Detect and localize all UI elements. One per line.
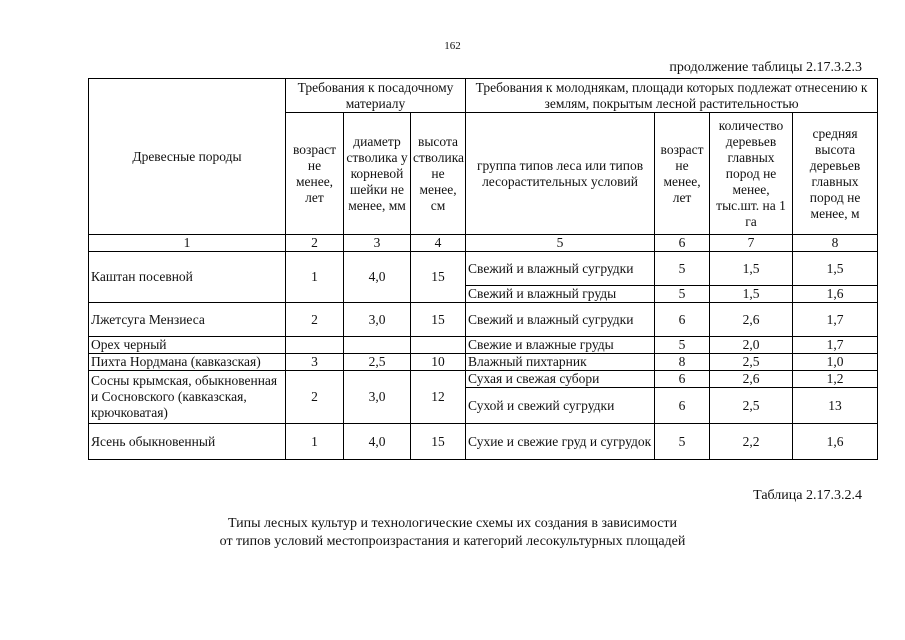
header-planting-group: Требования к посадочному материалу	[286, 79, 466, 113]
forest-type-cell: Сухая и свежая субори	[466, 371, 655, 388]
next-table-title-line: Типы лесных культур и технологические схемы их создания в зависимости	[227, 516, 678, 531]
height-cell: 15	[411, 424, 466, 460]
count-cell: 1,5	[710, 252, 793, 286]
diameter-cell	[344, 337, 411, 354]
forest-type-cell: Свежий и влажный груды	[466, 286, 655, 303]
avg-height-cell: 1,2	[793, 371, 878, 388]
species-cell: Каштан посевной	[89, 252, 286, 303]
age-cell: 3	[286, 354, 344, 371]
young-age-cell: 6	[655, 388, 710, 424]
height-cell: 10	[411, 354, 466, 371]
table-row	[89, 424, 878, 460]
column-number: 3	[344, 235, 411, 252]
avg-height-cell: 1,7	[793, 337, 878, 354]
height-cell: 15	[411, 303, 466, 337]
young-age-cell: 6	[655, 303, 710, 337]
table-row	[89, 354, 878, 371]
header-young-age: возраст не менее, лет	[655, 113, 710, 235]
diameter-cell: 3,0	[344, 303, 411, 337]
forest-type-cell: Свежий и влажный сугрудки	[466, 252, 655, 286]
species-cell: Лжетсуга Мензиеса	[89, 303, 286, 337]
count-cell: 2,6	[710, 303, 793, 337]
diameter-cell: 4,0	[344, 252, 411, 303]
height-cell: 15	[411, 252, 466, 303]
count-cell: 2,2	[710, 424, 793, 460]
count-cell: 2,5	[710, 388, 793, 424]
diameter-cell: 2,5	[344, 354, 411, 371]
forest-type-cell: Свежий и влажный сугрудки	[466, 303, 655, 337]
count-cell: 2,0	[710, 337, 793, 354]
column-number: 7	[710, 235, 793, 252]
header-height: высота стволика не менее, см	[411, 113, 466, 235]
species-cell: Ясень обыкновенный	[89, 424, 286, 460]
header-diameter: диаметр стволика у корневой шейки не менее, мм	[344, 113, 411, 235]
avg-height-cell: 1,6	[793, 286, 878, 303]
forest-type-cell: Влажный пихтарник	[466, 354, 655, 371]
header-species: Древесные породы	[89, 79, 286, 235]
table-row	[89, 371, 878, 388]
diameter-cell: 3,0	[344, 371, 411, 424]
page-number: 162	[444, 40, 461, 52]
age-cell: 2	[286, 303, 344, 337]
avg-height-cell: 1,7	[793, 303, 878, 337]
avg-height-cell: 13	[793, 388, 878, 424]
young-age-cell: 5	[655, 424, 710, 460]
header-young-group: Требования к молоднякам, площади которых подлежат отнесению к землям, покрытым лесной растительностью	[466, 79, 878, 113]
column-number: 8	[793, 235, 878, 252]
species-cell: Сосны крымская, обыкновенная и Сосновского (кавказская, крючковатая)	[89, 371, 286, 424]
column-number: 5	[466, 235, 655, 252]
young-age-cell: 8	[655, 354, 710, 371]
species-cell: Орех черный	[89, 337, 286, 354]
forest-type-cell: Сухой и свежий сугрудки	[466, 388, 655, 424]
column-number: 1	[89, 235, 286, 252]
header-forest-type: группа типов леса или типов лесорастительных условий	[466, 113, 655, 235]
height-cell: 12	[411, 371, 466, 424]
header-count: количество деревьев главных пород не менее, тыс.шт. на 1 га	[710, 113, 793, 235]
table-row	[89, 303, 878, 337]
young-age-cell: 5	[655, 337, 710, 354]
height-cell	[411, 337, 466, 354]
forest-type-cell: Свежие и влажные груды	[466, 337, 655, 354]
next-table-title-line: от типов условий местопроизрастания и категорий лесокультурных площадей	[219, 534, 686, 549]
age-cell: 1	[286, 252, 344, 303]
age-cell: 1	[286, 424, 344, 460]
table-row	[89, 252, 878, 286]
avg-height-cell: 1,0	[793, 354, 878, 371]
young-age-cell: 6	[655, 371, 710, 388]
column-number: 2	[286, 235, 344, 252]
young-age-cell: 5	[655, 252, 710, 286]
young-age-cell: 5	[655, 286, 710, 303]
age-cell: 2	[286, 371, 344, 424]
header-age: возраст не менее, лет	[286, 113, 344, 235]
table-continuation-label: продолжение таблицы 2.17.3.2.3	[669, 60, 862, 75]
count-cell: 2,5	[710, 354, 793, 371]
forest-type-cell: Сухие и свежие груд и сугрудок	[466, 424, 655, 460]
next-table-title	[0, 515, 905, 551]
avg-height-cell: 1,5	[793, 252, 878, 286]
forest-requirements-table	[88, 78, 878, 460]
header-avg-height: средняя высота деревьев главных пород не менее, м	[793, 113, 878, 235]
column-number: 6	[655, 235, 710, 252]
diameter-cell: 4,0	[344, 424, 411, 460]
column-number: 4	[411, 235, 466, 252]
avg-height-cell: 1,6	[793, 424, 878, 460]
species-cell: Пихта Нордмана (кавказская)	[89, 354, 286, 371]
age-cell	[286, 337, 344, 354]
next-table-caption: Таблица 2.17.3.2.4	[753, 488, 862, 503]
table-row	[89, 337, 878, 354]
count-cell: 1,5	[710, 286, 793, 303]
count-cell: 2,6	[710, 371, 793, 388]
